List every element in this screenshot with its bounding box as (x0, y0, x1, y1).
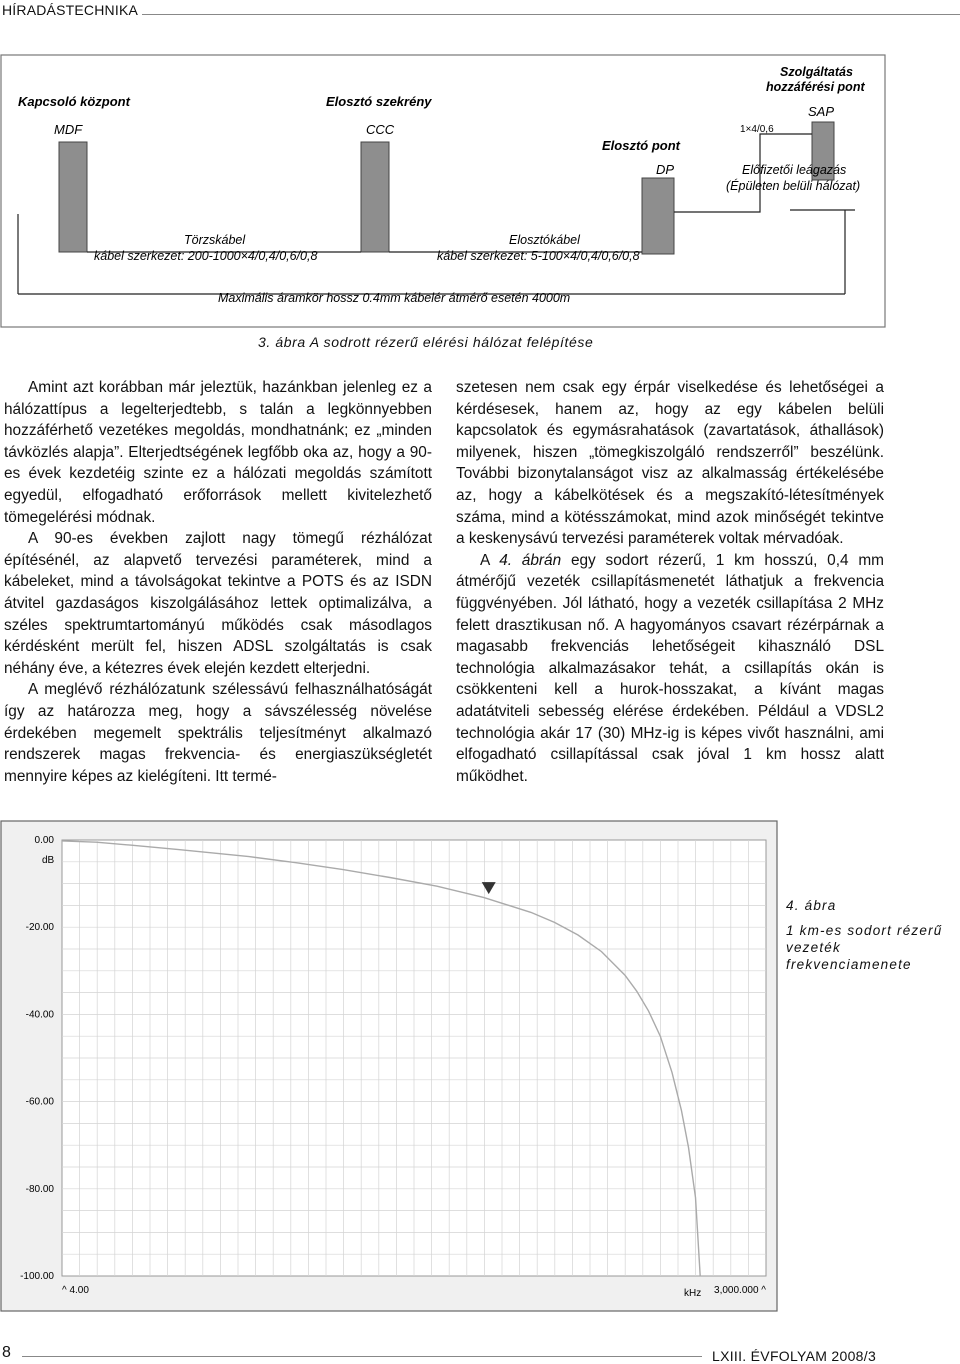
label-eloszto-pont: Elosztó pont (602, 138, 680, 153)
page-number: 8 (2, 1344, 11, 1361)
paragraph: A meglévő rézhálózatunk szélessávú felhasználhatóságát így az határozza meg, hogy a sávszélesség növelése érdekében megemelt spektrális teljesítményt alkalmazó rendszerek magas frekvencia- és energiaszükségletét mennyire képes az kielégíteni. Itt termé- (4, 681, 432, 785)
figure3-caption: 3. ábra A sodrott rézerű elérési hálózat felépítése (258, 334, 594, 350)
y-unit-label: dB (42, 855, 55, 866)
header-rule (142, 14, 960, 15)
attenuation-chart (0, 820, 780, 1312)
label-ccc: CCC (366, 122, 395, 137)
mdf-box (59, 142, 87, 252)
x-unit-label: kHz (684, 1288, 702, 1299)
volume-info: LXIII. ÉVFOLYAM 2008/3 (712, 1348, 877, 1364)
paragraph: szetesen nem csak egy érpár viselkedése és lehetőségei a kérdésesek, hanem az, hogy az egy kábelen belüli kapcsolatok és egymásrahatások (zavartatások, áthallások) milyenek, hiszen „tömegkiszolgáló rendszerről” beszélünk. További bizonytalanságot visz az alkalmasság értékelésébe az, hogy a kábelkötések és a megszakító-létesítmények száma, mind a kötésszámokat, mind azok minőségét tekintve a keskenysávú tervezési paraméterek voltak mérvadóak. (456, 379, 884, 548)
x-tick-label-end: 3,000.000 ^ (714, 1285, 766, 1296)
label-ratio: 1×4/0,6 (740, 124, 774, 135)
label-torzs-2: kábel szerkezet: 200-1000×4/0,4/0,6/0,8 (94, 249, 318, 263)
label-eloszto-kabel-2: kábel szerkezet: 5-100×4/0,4/0,6/0,8 (437, 249, 640, 263)
y-tick-label: -60.00 (25, 1096, 54, 1108)
label-szolg-2: hozzáférési pont (766, 80, 865, 94)
network-diagram (0, 54, 890, 334)
paragraph: A 4. ábrán egy sodort rézerű, 1 km hosszú, 0,4 mm átmérőjű vezeték csillapításmenetét láthatjuk a frekvencia függvényében. Jól látható, hogy a vezeték csillapítása 2 MHz felett drasztikusan nő. A hagyományos csavart rézérpárnak a magasabb frekvenciás lehetőségeit kihasználó DSL technológia alkalmazásakor tehát, a csillapítás okán is csökkenteni kell a hurok-hosszakat, a kívánt magas adatátviteli sebesség elérése érdekében. Például a VDSL2 technológia akár 17 (30) MHz-ig is képes vivőt használni, ami elfogadható csillapítással csak jóval 1 km hossz alatt működhet. (456, 551, 884, 785)
label-sap: SAP (808, 104, 835, 119)
figure4-caption-title: 4. ábra (786, 898, 837, 913)
paragraph: A 90-es években zajlott nagy tömegű rézhálózat építésénél, az alapvető tervezési paraméterek, mind a kábeleket, mind a távolságokat tekintve a POTS és az ISDN átvitel gazdaságos kiszolgálásához lettek optimalizálva, a széles spektrumtartományú működés csak másodlagos kérdésként merült fel, hiszen ADSL szolgáltatás is csak néhány éve, a kétezres évek elején kezdett elterjedni. (4, 530, 432, 677)
label-szolg-1: Szolgáltatás (780, 65, 853, 79)
label-kapcsolo: Kapcsoló központ (18, 94, 130, 109)
text-column-left (4, 377, 432, 787)
label-mdf: MDF (54, 122, 83, 137)
label-eloszto-kabel-1: Elosztókábel (509, 233, 580, 247)
dp-box (642, 178, 674, 254)
label-elofiz-2: (Épületen belüli hálózat) (726, 179, 861, 193)
label-elofiz-1: Előfizetői leágazás (742, 163, 847, 177)
figure-reference: 4. ábrán (499, 551, 562, 569)
y-tick-label: 0.00 (34, 835, 54, 846)
label-eloszto-szekreny: Elosztó szekrény (326, 94, 432, 109)
y-tick-label: -100.00 (20, 1271, 54, 1282)
figure4-caption-text: 1 km-es sodort rézerű vezeték frekvenciamenete (786, 923, 943, 972)
text-column-right (456, 377, 884, 787)
ccc-box (361, 142, 389, 252)
grid (62, 840, 766, 1276)
footer-rule (22, 1356, 702, 1357)
label-max-length: Maximális áramkör hossz 0.4mm kábelér átmérő esetén 4000m (218, 291, 571, 305)
x-tick-label-start: ^ 4.00 (62, 1285, 89, 1296)
y-tick-label: -20.00 (25, 922, 54, 934)
paragraph: Amint azt korábban már jeleztük, hazánkban jelenleg ez a hálózattípus a legelterjedtebb, s talán a legkönnyebben hozzáférhető vezetékes megoldás, mondhatnánk; ez „minden távközlés alapja”. Elterjedtségének legfőbb oka az, hogy a 90-es évek kezdetéig szinte ez a hálózati megoldás számított egyedül, elfogadható erőforrások mellett kivitelezhető tömegelérési módnak. (4, 379, 432, 526)
label-torzs-1: Törzskábel (184, 233, 246, 247)
y-tick-label: -80.00 (25, 1183, 54, 1195)
label-dp: DP (656, 162, 675, 177)
section-header: HÍRADÁSTECHNIKA (2, 2, 139, 18)
y-tick-label: -40.00 (25, 1009, 54, 1021)
